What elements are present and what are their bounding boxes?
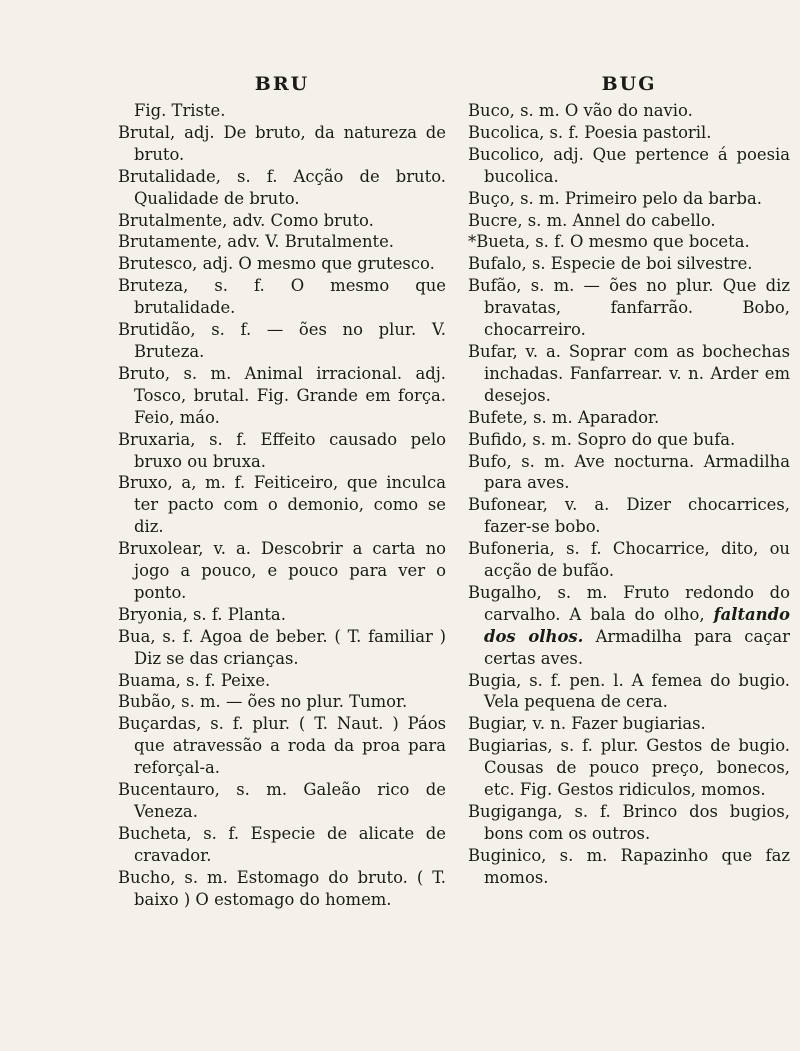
- dictionary-entry: Bufoneria, s. f. Chocarrice, dito, ou acção de bufão.: [468, 539, 790, 581]
- left-column: [118, 72, 446, 911]
- dictionary-entry: Bugiarias, s. f. plur. Gestos de bugio. Cousas de pouco preço, bonecos, etc. Fig. Gestos ridiculos, momos.: [468, 736, 790, 800]
- dictionary-entry: Bufido, s. m. Sopro do que bufa.: [468, 429, 736, 449]
- dictionary-entry: Brutal, adj. De bruto, da natureza de bruto.: [118, 122, 446, 164]
- dictionary-entry: Bucentauro, s. m. Galeão rico de Veneza.: [118, 780, 446, 821]
- dictionary-entry: Bucolica, s. f. Poesia pastoril.: [468, 122, 712, 142]
- dictionary-entry: *Bueta, s. f. O mesmo que boceta.: [468, 232, 750, 252]
- dictionary-entry-bugalho: [468, 582, 790, 670]
- entry-italic-phrase: faltando dos olhos.: [484, 604, 790, 646]
- dictionary-entry: Buco, s. m. O vão do navio.: [468, 101, 693, 120]
- dictionary-entry: Bruxo, a, m. f. Feiticeiro, que inculca ter pacto com o demonio, como se diz.: [118, 473, 446, 537]
- right-column: [468, 72, 790, 889]
- dictionary-entry: Bufão, s. m. — ões no plur. Que diz bravatas, fanfarrão. Bobo, chocarreiro.: [468, 276, 790, 340]
- dictionary-entry: Brutamente, adv. V. Brutalmente.: [118, 232, 395, 252]
- dictionary-entry: Bucho, s. m. Estomago do bruto. ( T. baixo ) O estomago do homem.: [118, 867, 446, 909]
- dictionary-entry: Bugiganga, s. f. Brinco dos bugios, bons com os outros.: [468, 802, 790, 843]
- dictionary-entry: Buginico, s. m. Rapazinho que faz momos.: [468, 845, 790, 887]
- dictionary-entry: Buama, s. f. Peixe.: [118, 670, 271, 690]
- dictionary-entry: Bucolico, adj. Que pertence á poesia bucolica.: [468, 144, 790, 186]
- dictionary-entry: Bufonear, v. a. Dizer chocarrices, fazer-se bobo.: [468, 495, 790, 537]
- dictionary-entry: Bruxaria, s. f. Effeito causado pelo bruxo ou bruxa.: [118, 429, 446, 471]
- left-column-header: BRU: [254, 73, 310, 95]
- dictionary-entry: Buçardas, s. f. plur. ( T. Naut. ) Páos que atravessão a roda da proa para reforçal-a.: [118, 714, 446, 778]
- dictionary-entry: Bufo, s. m. Ave nocturna. Armadilha para aves.: [468, 451, 790, 493]
- dictionary-entry: Bua, s. f. Agoa de beber. ( T. familiar ) Diz se das crianças.: [118, 626, 446, 668]
- dictionary-entry: Buço, s. m. Primeiro pelo da barba.: [468, 188, 762, 208]
- entry-text-tail: Armadilha para caçar certas aves.: [484, 626, 790, 668]
- right-column-header: BUG: [601, 73, 657, 95]
- dictionary-entry: Bucheta, s. f. Especie de alicate de cravador.: [118, 823, 446, 865]
- dictionary-entry: Bruteza, s. f. O mesmo que brutalidade.: [118, 276, 446, 318]
- dictionary-entry: Bugiar, v. n. Fazer bugiarias.: [468, 714, 706, 734]
- dictionary-entry: Brutesco, adj. O mesmo que grutesco.: [118, 254, 435, 274]
- dictionary-entry: Bubão, s. m. — ões no plur. Tumor.: [118, 692, 408, 712]
- dictionary-entry: Bufar, v. a. Soprar com as bochechas inchadas. Fanfarrear. v. n. Arder em desejos.: [468, 341, 790, 405]
- dictionary-entry: Fig. Triste.: [134, 101, 226, 120]
- dictionary-entry: Bryonia, s. f. Planta.: [118, 604, 286, 624]
- dictionary-entry: Bufalo, s. Especie de boi silvestre.: [468, 254, 753, 274]
- dictionary-entry: Bruto, s. m. Animal irracional. adj. Tosco, brutal. Fig. Grande em força. Feio, máo.: [118, 363, 446, 427]
- dictionary-entry: Brutalmente, adv. Como bruto.: [118, 210, 374, 230]
- dictionary-entry: Bugia, s. f. pen. l. A femea do bugio. Vela pequena de cera.: [468, 670, 790, 712]
- dictionary-entry: Bucre, s. m. Annel do cabello.: [468, 210, 716, 230]
- dictionary-entry: Brutalidade, s. f. Acção de bruto. Qualidade de bruto.: [118, 166, 446, 208]
- dictionary-entry: Bruxolear, v. a. Descobrir a carta no jogo a pouco, e pouco para ver o ponto.: [118, 539, 446, 602]
- dictionary-entry: Bufete, s. m. Aparador.: [468, 407, 660, 427]
- dictionary-entry: Brutidão, s. f. — ões no plur. V. Bruteza.: [118, 320, 446, 361]
- entry-text: Bugalho, s. m. Fruto redondo do carvalho. A bala do olho,: [468, 582, 790, 624]
